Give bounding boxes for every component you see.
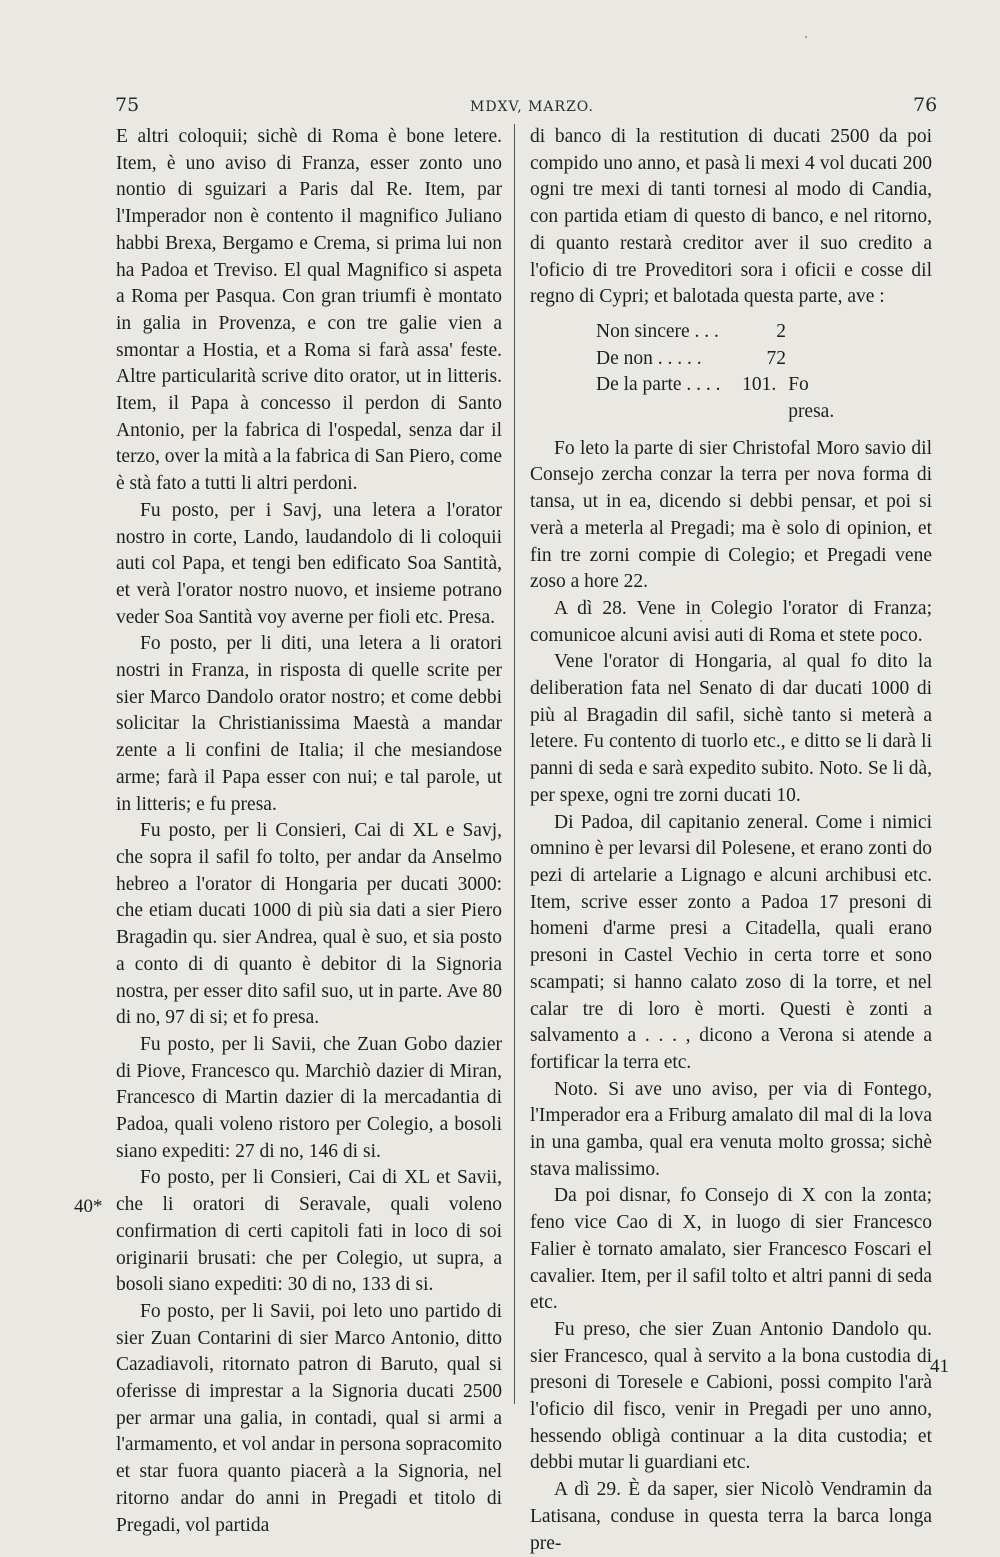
paragraph: Fu posto, per li Consieri, Cai di XL e Savj, che sopra il safil fo tolto, per andar da Anselmo hebreo a l'orator di Hongaria per ducati 3000: che etiam ducati 1000 di più sia dati a sier Piero Bragadin qu. sier Andrea, qual è suo, et sia posto a conto di di quanto è debitor di la Signoria nostra, per esser dito safil suo, ut in parte. Ave 80 di no, 97 di si; et fo presa. xyxy=(116,820,502,1029)
paragraph: Noto. Si ave uno aviso, per via di Fontego, l'Imperador era a Friburg amalato dil mal di la lova in una gamba, qual era venuta molto grossa; sichè stava malissimo. xyxy=(530,1078,932,1180)
paragraph: Fu posto, per li Savii, che Zuan Gobo dazier di Piove, Francesco qu. Marchiò dazier di Miran, Francesco di Martin dazier di la mercadantia di Padoa, quali voleno ristoro per Colegio, a bosoli siano expediti: 27 di no, 146 di si. xyxy=(116,1033,502,1162)
vote-value: 2 xyxy=(776,320,786,342)
paragraph: Di Padoa, dil capitanio zeneral. Come i nimici omnino è per levarsi dil Polesene, et erano zonti do pezi di artelarie a Lignago e alcuni archibusi etc. Item, scrive esser zonto a Padoa 17 presoni di homeni d'arme presi a Citadella, quali erano presoni in Castel Vechio in certa torre et sono scampati; si hanno calato zoso di la torre, et nel calar tre di loro è morti. Questi è zonti a salvamento a . . . , dicono a Verona si atende a fortificar la terra etc. xyxy=(530,811,932,1073)
paragraph: Da poi disnar, fo Consejo di X con la zonta; feno vice Cao di X, in luogo di sier Francesco Falier è tornato amalato, sier Francesco Foscari el cavalier. Item, per il safil tolto et altri panni di seda etc. xyxy=(530,1185,932,1314)
vote-note: Fo presa. xyxy=(788,374,835,423)
vote-label: Non sincere . . . xyxy=(596,320,719,342)
paragraph: Fo posto, per li Savii, poi leto uno partido di sier Zuan Contarini di sier Marco Antonio, ditto Cazadiavoli, ritornato patron di Baruto, qual si oferisse di imprestar a la Signoria ducati 2500 per armar una galia, in contadi, qual si armi a l'armamento, et vol andar in persona sopracomito et star fuora quanto piacerà a la Signoria, nel ritorno andar do anni in Pregadi et titolo di Pregadi, vol partida xyxy=(116,1300,502,1536)
paper-speck xyxy=(805,36,807,38)
paragraph: E altri coloquii; sichè di Roma è bone letere. Item, è uno aviso di Franza, esser zonto uno nontio di sguizari a Paris dal Re. Item, par l'Imperador non è contento il magnifico Juliano habbi Brexa, Bergamo e Crema, si prima lui non ha Padoa et Treviso. El qual Magnifico si aspeta a Roma per Pasqua. Con gran triumfi è montato in galia in Provenza, e con tre galie vien a smontar a Hostia, et a Roma si farà assa' feste. Altre particularità scrive dito orator, ut in litteris. Item, il Papa à concesso il perdon di Santo Antonio, per la fabrica di l'ospedal, senza dar il terzo, over la mità a la fabrica di San Piero, come è stà fato a tutti li altri perdoni. xyxy=(116,126,502,495)
vote-table xyxy=(596,319,932,426)
page-number-right: 76 xyxy=(913,94,938,116)
vote-value: 101. xyxy=(742,374,777,396)
column-divider xyxy=(514,124,515,1404)
vote-row xyxy=(596,319,856,346)
right-column xyxy=(530,124,932,1557)
paragraph: Vene l'orator di Hongaria, al qual fo dito la deliberation fata nel Senato di dar ducati 1000 di più al Bragadin dil safil, sichè tanto si meterà a letere. Fu contento di tuorlo etc., e ditto se li darà li panni di seda e sarà expedito subito. Noto. Se li dà, per spexe, ogni tre zorni ducati 10. xyxy=(530,651,932,806)
page-number-left: 75 xyxy=(115,94,140,116)
paragraph: di banco di la restitution di ducati 2500 da poi compido uno anno, et pasà li mexi 4 vol ducati 200 ogni tre mexi di tanti tornesi al modo di Candia, con partida etiam di questo di banco, e nel ritorno, di quanto restarà creditor aver il suo credito a l'oficio di tre Proveditori sora i oficii e cosse dil regno di Cypri; et balotada questa parte, ave : xyxy=(530,126,932,308)
paper-speck xyxy=(700,620,702,622)
margin-number-right: 41 xyxy=(930,1356,949,1377)
paragraph: A dì 28. Vene in Colegio l'orator di Franza; comunicoe alcuni avisi auti di Roma et stete poco. xyxy=(530,597,932,646)
margin-number-left: 40* xyxy=(74,1196,103,1217)
vote-row xyxy=(596,372,856,425)
paragraph: Fu preso, che sier Zuan Antonio Dandolo qu. sier Francesco, qual à servito a la bona custodia di presoni di Toresele e Cabioni, possi compito l'arà l'oficio dil fisco, venir in Pregadi per uno anno, hessendo obligà continuar a la dita custodia; et debbi mutar li guardiani etc. xyxy=(530,1318,932,1474)
paragraph: Fu posto, per i Savj, una letera a l'orator nostro in corte, Lando, laudandolo di li coloquii auti col Papa, et tengi ben edificato Soa Santità, et verà l'orator nostro nuovo, et insieme potrano veder Soa Santità voy averne per fioli etc. Presa. xyxy=(116,499,502,628)
left-column xyxy=(116,124,502,1539)
paragraph: Fo posto, per li diti, una letera a li oratori nostri in Franza, in risposta di quelle scrite per sier Marco Dandolo orator nostro; et come debbi solicitar la Christianissima Maestà a mandar zente a li confini de Italia; il che mesiandose arme; farà il Papa esser con nui; e tal parole, ut in litteris; e fu presa. xyxy=(116,633,502,815)
running-head: MDXV, MARZO. xyxy=(470,99,594,115)
paragraph: Fo leto la parte di sier Christofal Moro savio dil Consejo zercha conzar la terra per nova forma di tansa, ut in ea, dicendo si debbi pensar, et poi si verà a meterla al Pregadi; ma è solo di opinion, et fin tre zorni compie di Colegio; et Pregadi vene zoso a hore 22. xyxy=(530,437,932,593)
vote-value: 72 xyxy=(766,347,786,369)
vote-row xyxy=(596,346,856,373)
vote-label: De non . . . . . xyxy=(596,347,702,369)
paragraph: Fo posto, per li Consieri, Cai di XL et Savii, che li oratori di Seravale, quali voleno confirmation di certi capitoli fati in loco di soi originarii brusati: che per Colegio, ut supra, a bosoli siano expediti: 30 di no, 133 di si. xyxy=(116,1167,502,1296)
vote-label: De la parte . . . . xyxy=(596,374,721,396)
paragraph: A dì 29. È da saper, sier Nicolò Vendramin da Latisana, conduse in questa terra la barca longa pre- xyxy=(530,1479,932,1554)
